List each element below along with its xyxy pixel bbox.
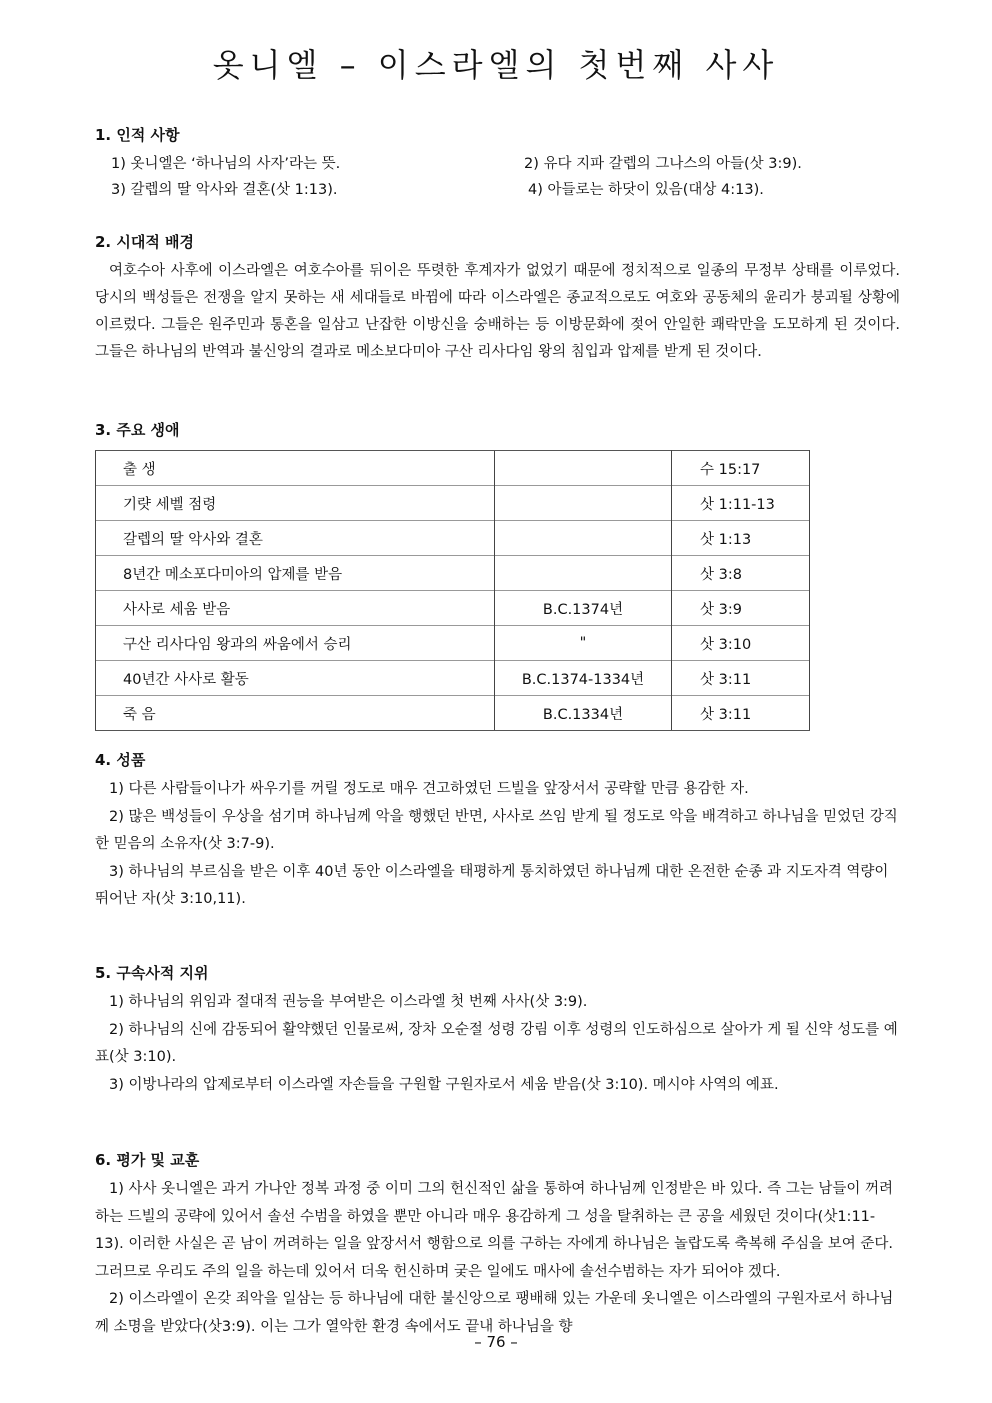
section-main-life bbox=[95, 419, 900, 731]
section-redemptive-position bbox=[95, 962, 900, 1099]
section-personal-info bbox=[95, 124, 900, 203]
table-row bbox=[96, 521, 810, 556]
table-row bbox=[96, 556, 810, 591]
date-cell: B.C.1334년 bbox=[495, 696, 672, 731]
section-heading: 5. 구속사적 지위 bbox=[95, 964, 209, 982]
date-cell bbox=[495, 521, 672, 556]
lesson-item: 2) 이스라엘이 온갖 죄악을 일삼는 등 하나님에 대한 불신앙으로 팽배해 있는 가운데 옷니엘은 이스라엘의 구원자로서 하나님께 소명을 받았다(삿3:9). 이는 그가 열악한 환경 속에서도 끝내 하나님을 향 bbox=[95, 1291, 894, 1335]
section-heading: 6. 평가 및 교훈 bbox=[95, 1151, 200, 1169]
reference-cell: 삿 3:11 bbox=[672, 661, 810, 696]
page-number: – 76 – bbox=[474, 1333, 518, 1351]
lesson-item: 1) 사사 옷니엘은 과거 가나안 정복 과정 중 이미 그의 헌신적인 삶을 통하여 하나님께 인정받은 바 있다. 즉 그는 남들이 꺼려하는 드빌의 공략에 있어서 솔선 수범을 하였을 뿐만 아니라 매우 용감하게 그 성을 탈취하는 큰 공을 세웠던 것이다(삿1:11-13). 이러한 사실은 곧 남이 꺼려하는 일을 앞장서서 행함으로 의를 구하는 자에게 하나님은 놀랍도록 축복해 주심을 보여 준다. 그러므로 우리도 주의 일을 하는데 있어서 더욱 헌신하며 궂은 일에도 매사에 솔선수범하는 자가 되어야 겠다. bbox=[95, 1181, 894, 1280]
section-evaluation-lessons bbox=[95, 1149, 900, 1341]
reference-cell: 삿 1:11-13 bbox=[672, 486, 810, 521]
section-character bbox=[95, 749, 900, 914]
date-cell: B.C.1374년 bbox=[495, 591, 672, 626]
table-row bbox=[96, 486, 810, 521]
position-item: 2) 하나님의 신에 감동되어 활약했던 인물로써, 장차 오순절 성령 강림 이후 성령의 인도하심으로 살아가 게 될 신약 성도를 예표(삿 3:10). bbox=[95, 1021, 898, 1065]
section-heading: 3. 주요 생애 bbox=[95, 421, 180, 439]
reference-cell: 삿 3:9 bbox=[672, 591, 810, 626]
date-cell bbox=[495, 556, 672, 591]
section-historical-background bbox=[95, 231, 900, 366]
table-row bbox=[96, 661, 810, 696]
page-title: 옷니엘 – 이스라엘의 첫번째 사사 bbox=[212, 46, 780, 84]
date-cell: B.C.1374-1334년 bbox=[495, 661, 672, 696]
date-cell: " bbox=[495, 626, 672, 661]
background-paragraph: 여호수아 사후에 이스라엘은 여호수아를 뒤이은 뚜렷한 후계자가 없었기 때문에 정치적으로 일종의 무정부 상태를 이루었다. 당시의 백성들은 전쟁을 알지 못하는 새 세대들로 바뀜에 따라 이스라엘은 종교적으로도 여호와 공동체의 윤리가 붕괴될 상황에 이르렀다. 그들은 원주민과 통혼을 일삼고 난잡한 이방신을 숭배하는 등 이방문화에 젖어 안일한 쾌락만을 도모하게 된 것이다. 그들은 하나님의 반역과 불신앙의 결과로 메소보다미아 구산 리사다임 왕의 침입과 압제를 받게 된 것이다. bbox=[95, 263, 900, 360]
character-item: 3) 하나님의 부르심을 받은 이후 40년 동안 이스라엘을 태평하게 통치하였던 하나님께 대한 온전한 순종 과 지도자격 역량이 뛰어난 자(삿 3:10,11). bbox=[95, 863, 889, 907]
event-cell: 사사로 세움 받음 bbox=[96, 591, 495, 626]
event-cell: 갈렙의 딸 악사와 결혼 bbox=[96, 521, 495, 556]
event-cell: 구산 리사다임 왕과의 싸움에서 승리 bbox=[96, 626, 495, 661]
event-cell: 40년간 사사로 활동 bbox=[96, 661, 495, 696]
info-item: 1) 옷니엘은 ‘하나님의 사자’라는 뜻. bbox=[111, 156, 341, 172]
table-row bbox=[96, 696, 810, 731]
event-cell: 기럇 세벨 점령 bbox=[96, 486, 495, 521]
reference-cell: 삿 1:13 bbox=[672, 521, 810, 556]
info-item: 2) 유다 지파 갈렙의 그나스의 아들(삿 3:9). bbox=[524, 156, 802, 172]
section-heading: 2. 시대적 배경 bbox=[95, 233, 195, 251]
info-item: 4) 아들로는 하닷이 있음(대상 4:13). bbox=[528, 182, 764, 198]
life-events-table bbox=[95, 450, 810, 731]
position-item: 3) 이방나라의 압제로부터 이스라엘 자손들을 구원할 구원자로서 세움 받음(삿 3:10). 메시야 사역의 예표. bbox=[109, 1076, 779, 1093]
date-cell bbox=[495, 451, 672, 486]
table-row bbox=[96, 626, 810, 661]
section-heading: 4. 성품 bbox=[95, 751, 146, 769]
reference-cell: 삿 3:11 bbox=[672, 696, 810, 731]
reference-cell: 삿 3:10 bbox=[672, 626, 810, 661]
info-item: 3) 갈렙의 딸 악사와 결혼(삿 1:13). bbox=[111, 182, 338, 198]
event-cell: 죽 음 bbox=[96, 696, 495, 731]
position-item: 1) 하나님의 위임과 절대적 권능을 부여받은 이스라엘 첫 번째 사사(삿 3:9). bbox=[109, 994, 588, 1010]
reference-cell: 수 15:17 bbox=[672, 451, 810, 486]
date-cell bbox=[495, 486, 672, 521]
event-cell: 출 생 bbox=[96, 451, 495, 486]
table-row bbox=[96, 451, 810, 486]
section-heading: 1. 인적 사항 bbox=[95, 126, 180, 144]
event-cell: 8년간 메소포다미아의 압제를 받음 bbox=[96, 556, 495, 591]
character-item: 1) 다른 사람들이나가 싸우기를 꺼릴 정도로 매우 견고하였던 드빌을 앞장서서 공략할 만큼 용감한 자. bbox=[109, 781, 749, 797]
character-item: 2) 많은 백성들이 우상을 섬기며 하나님께 악을 행했던 반면, 사사로 쓰임 받게 될 정도로 악을 배격하고 하나님을 믿었던 강직한 믿음의 소유자(삿 3:7-9). bbox=[95, 808, 898, 852]
reference-cell: 삿 3:8 bbox=[672, 556, 810, 591]
table-row bbox=[96, 591, 810, 626]
